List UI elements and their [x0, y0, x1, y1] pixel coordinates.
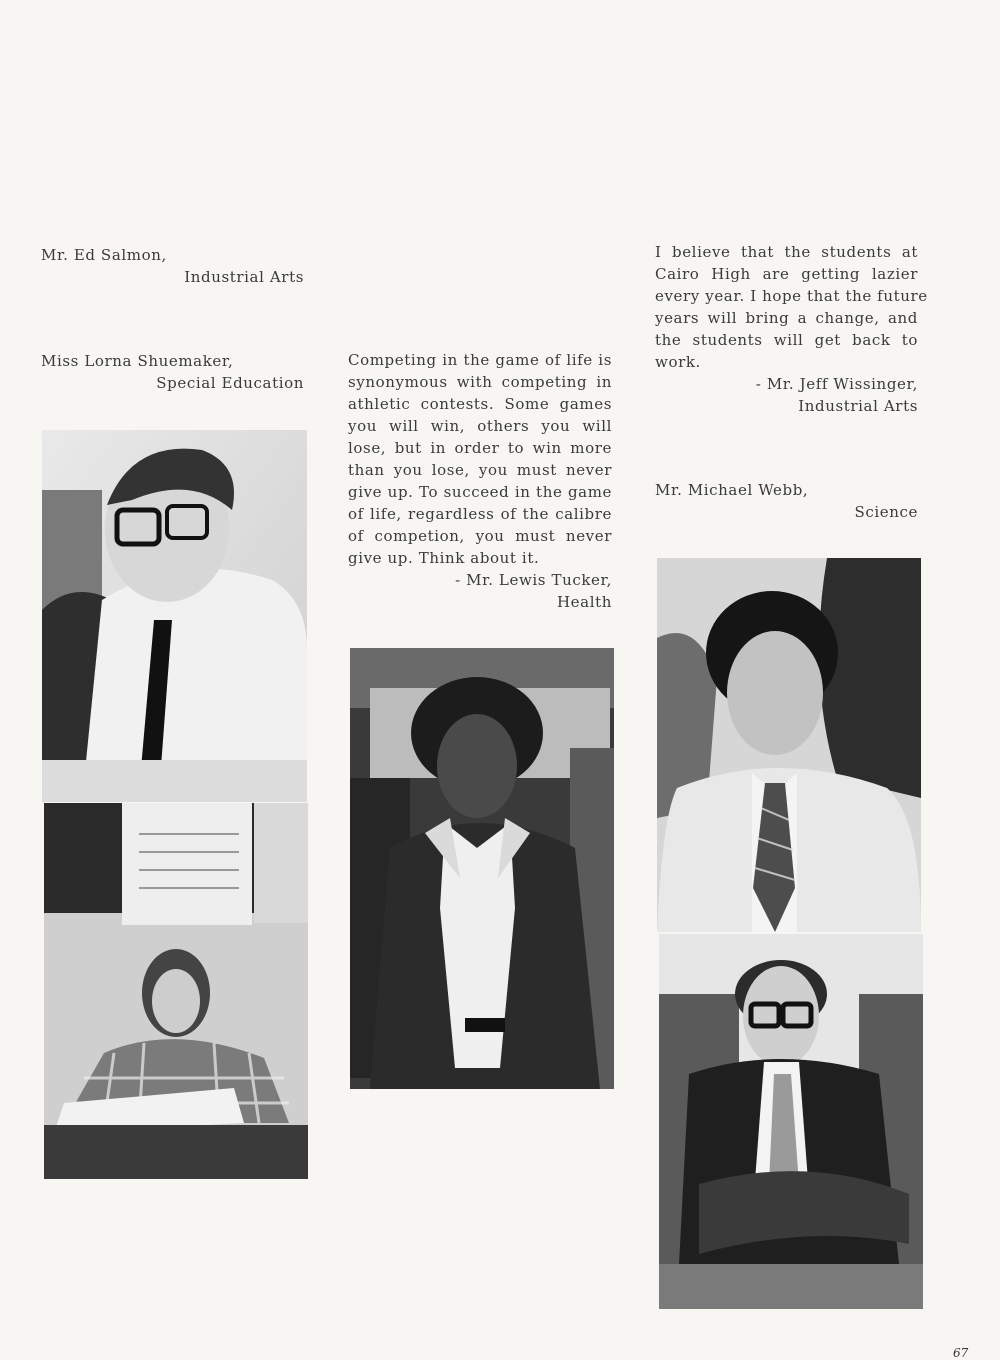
shuemaker-caption [41, 350, 304, 394]
wissinger-quote [655, 241, 928, 417]
tucker-quote [348, 349, 612, 613]
tucker-quote-line: athletic contests. Some games [348, 395, 612, 413]
page-number: 67 [953, 1346, 969, 1360]
shuemaker-name: Miss Lorna Shuemaker, [41, 352, 234, 370]
wissinger-quote-line: the students will get back to [655, 331, 918, 349]
webb-subject: Science [854, 503, 918, 521]
tucker-quote-line: lose, but in order to win more [348, 439, 612, 457]
wissinger-quote-line: work. [655, 353, 701, 371]
wissinger-quote-line: years will bring a change, and [655, 309, 918, 327]
webb-caption [655, 479, 918, 523]
wissinger-quote-line: every year. I hope that the future [655, 287, 928, 305]
wissinger-subject: Industrial Arts [798, 397, 918, 415]
tucker-subject: Health [557, 593, 612, 611]
wissinger-photo [659, 934, 923, 1309]
webb-photo [657, 558, 921, 932]
tucker-quote-line: of life, regardless of the calibre [348, 505, 612, 523]
wissinger-quote-line: I believe that the students at [655, 243, 918, 261]
tucker-quote-line: of competion, you must never [348, 527, 612, 545]
tucker-quote-line: give up. To succeed in the game [348, 483, 612, 501]
shuemaker-photo [44, 803, 308, 1179]
salmon-photo [42, 430, 307, 802]
tucker-photo [350, 648, 614, 1089]
webb-name: Mr. Michael Webb, [655, 481, 809, 499]
tucker-quote-line: you will win, others you will [348, 417, 612, 435]
shuemaker-subject: Special Education [156, 374, 304, 392]
salmon-caption [41, 244, 304, 288]
wissinger-quote-line: Cairo High are getting lazier [655, 265, 918, 283]
salmon-subject: Industrial Arts [184, 268, 304, 286]
wissinger-attribution: - Mr. Jeff Wissinger, [755, 375, 918, 393]
tucker-attribution: - Mr. Lewis Tucker, [455, 571, 612, 589]
salmon-name: Mr. Ed Salmon, [41, 246, 167, 264]
tucker-quote-line: Competing in the game of life is [348, 351, 612, 369]
tucker-quote-line: than you lose, you must never [348, 461, 612, 479]
tucker-quote-line: synonymous with competing in [348, 373, 612, 391]
tucker-quote-line: give up. Think about it. [348, 549, 540, 567]
